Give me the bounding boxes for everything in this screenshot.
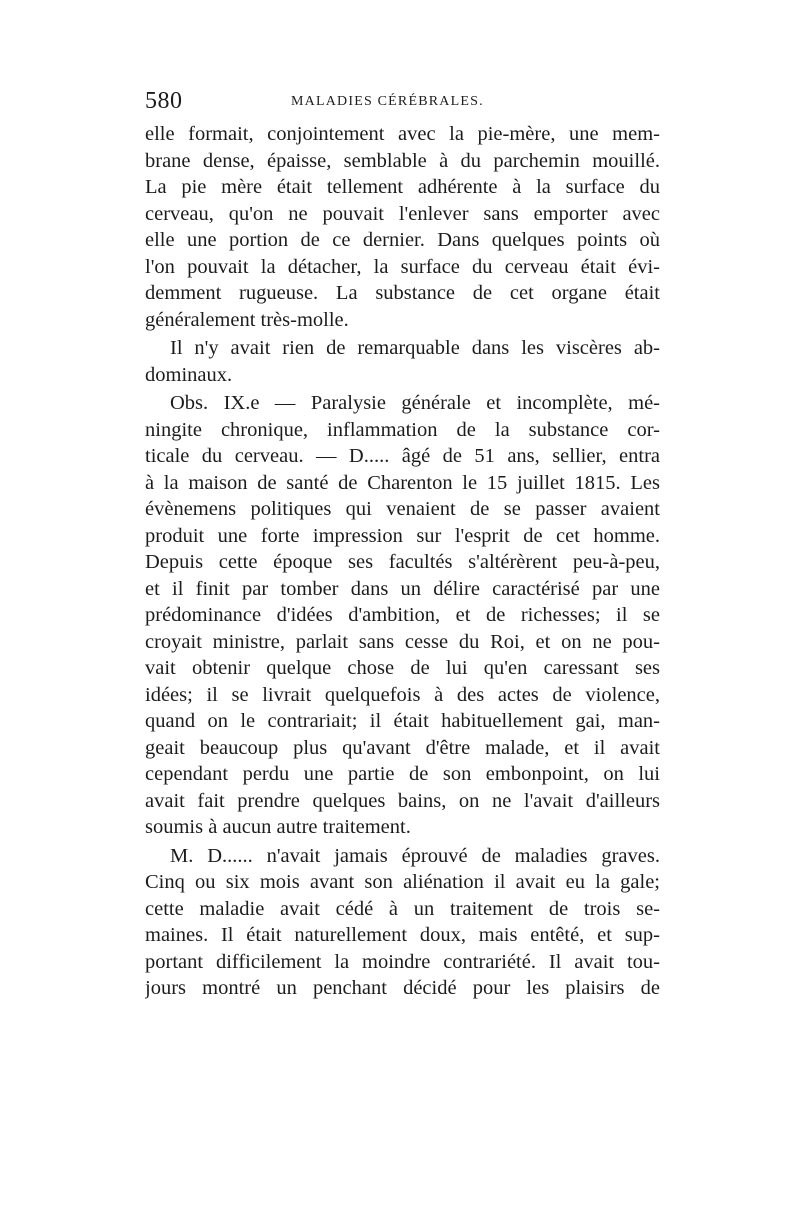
text-line: brane dense, épaisse, semblable à du parchemin mouillé. (145, 149, 660, 172)
text-line: croyait ministre, parlait sans cesse du Roi, et on ne pou- (145, 630, 660, 653)
body-text (145, 121, 660, 1002)
text-line: M. D...... n'avait jamais éprouvé de maladies graves. (170, 844, 660, 867)
text-line: elle une portion de ce dernier. Dans quelques points où (145, 229, 660, 251)
text-line: Il n'y avait rien de remarquable dans les viscères ab- (170, 337, 660, 359)
text-line: généralement très-molle. (145, 308, 349, 331)
text-line: l'on pouvait la détacher, la surface du cerveau était évi- (145, 255, 660, 278)
running-head: MALADIES CÉRÉBRALES. (291, 94, 484, 109)
text-line: Depuis cette époque ses facultés s'altérèrent peu-à-peu, (145, 551, 660, 573)
text-line: quand on le contrariait; il était habituellement gai, man- (145, 710, 660, 732)
text-line: demment rugueuse. La substance de cet organe était (145, 282, 660, 304)
text-line: ningite chronique, inflammation de la substance cor- (145, 418, 660, 441)
text-line: prédominance d'idées d'ambition, et de richesses; il se (145, 604, 660, 626)
text-line: soumis à aucun autre traitement. (145, 816, 411, 838)
text-line: à la maison de santé de Charenton le 15 juillet 1815. Les (145, 471, 660, 494)
text-line: jours montré un penchant décidé pour les plaisirs de (145, 977, 660, 999)
text-line: évènemens politiques qui venaient de se passer avaient (145, 498, 660, 520)
text-line: produit une forte impression sur l'esprit de cet homme. (145, 524, 660, 547)
text-line: maines. Il était naturellement doux, mais entêté, et sup- (145, 924, 660, 946)
text-line: Obs. IX.e — Paralysie générale et incomplète, mé- (170, 392, 660, 414)
text-line: elle formait, conjointement avec la pie-mère, une mem- (145, 123, 660, 145)
text-line: et il finit par tomber dans un délire caractérisé par une (145, 577, 660, 600)
page-number: 580 (145, 88, 183, 114)
text-line: geait beaucoup plus qu'avant d'être malade, et il avait (145, 736, 660, 759)
text-line: portant difficilement la moindre contrariété. Il avait tou- (145, 950, 660, 973)
page-header (145, 88, 660, 118)
text-line: Cinq ou six mois avant son aliénation il avait eu la gale; (145, 871, 660, 893)
text-line: vait obtenir quelque chose de lui qu'en caressant ses (145, 657, 660, 679)
text-line: cerveau, qu'on ne pouvait l'enlever sans emporter avec (145, 202, 660, 225)
text-line: idées; il se livrait quelquefois à des actes de violence, (145, 683, 660, 706)
text-line: dominaux. (145, 363, 233, 386)
text-line: ticale du cerveau. — D..... âgé de 51 ans, sellier, entra (145, 445, 660, 467)
text-line: La pie mère était tellement adhérente à la surface du (145, 176, 660, 198)
text-line: avait fait prendre quelques bains, on ne l'avait d'ailleurs (145, 789, 660, 812)
text-line: cette maladie avait cédé à un traitement de trois se- (145, 897, 660, 920)
text-line: cependant perdu une partie de son embonpoint, on lui (145, 763, 660, 785)
